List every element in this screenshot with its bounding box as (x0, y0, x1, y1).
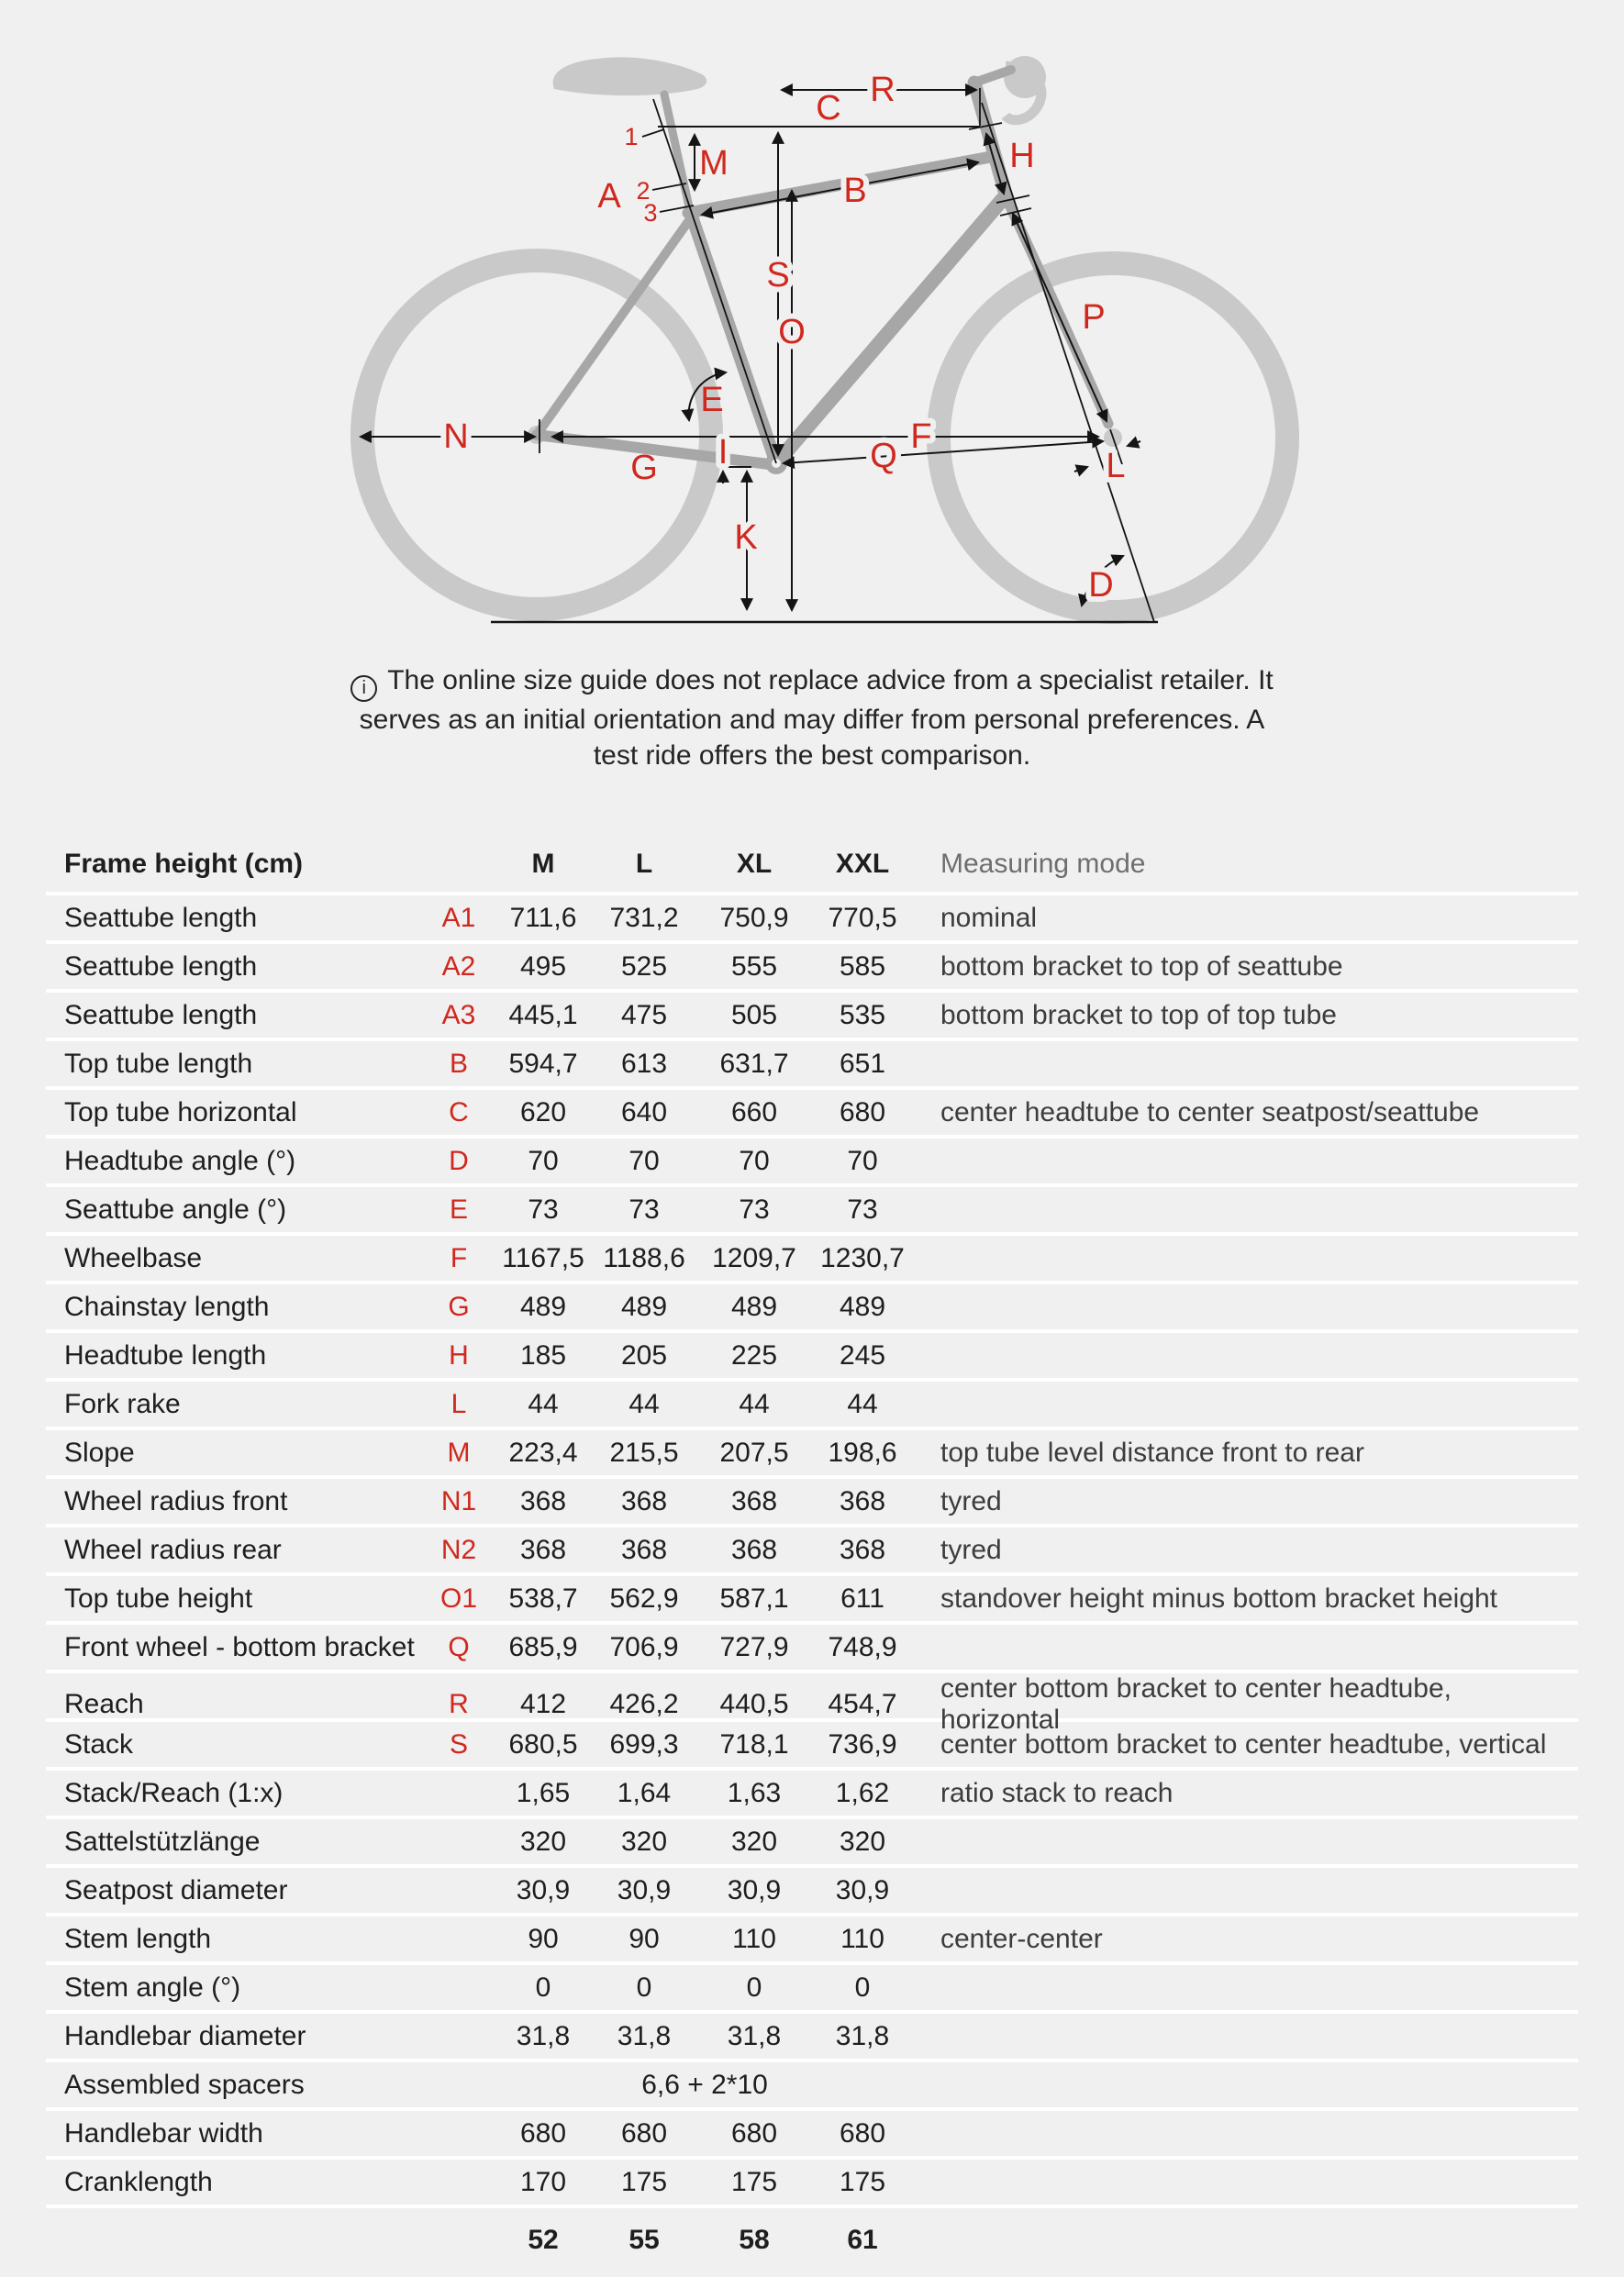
row-label: Handlebar diameter (64, 2020, 306, 2051)
row-value-m: 44 (528, 1388, 559, 1419)
row-value-l: 70 (628, 1145, 660, 1176)
row-label: Headtube length (64, 1339, 267, 1371)
row-measuring-mode: center-center (940, 1923, 1103, 1954)
row-label: Top tube height (64, 1583, 253, 1614)
row-value-m: 31,8 (516, 2020, 571, 2051)
table-row (46, 1183, 1578, 1232)
row-measuring-mode: ratio stack to reach (940, 1777, 1174, 1808)
row-value-m: 445,1 (508, 999, 578, 1030)
row-value-xl: 440,5 (719, 1689, 789, 1719)
dim-label-O: O (778, 313, 806, 351)
dim-label-P: P (1082, 298, 1106, 337)
row-value-xl: 631,7 (719, 1048, 789, 1079)
row-value-m: 0 (535, 1972, 551, 2003)
footer-size-m: 52 (528, 2225, 559, 2255)
dim-label-D: D (1088, 566, 1114, 605)
row-value-l: 562,9 (609, 1583, 679, 1614)
row-measuring-mode: nominal (940, 902, 1038, 933)
table-rows (46, 892, 1578, 2205)
row-label: Front wheel - bottom bracket (64, 1631, 415, 1662)
dim-label-E: E (700, 381, 724, 419)
row-value-xl: 207,5 (719, 1437, 789, 1468)
row-value-xxl: 0 (854, 1972, 871, 2003)
row-code: S (449, 1728, 468, 1760)
table-row (46, 2156, 1578, 2205)
table-row (46, 1961, 1578, 2010)
table-row (46, 1038, 1578, 1086)
row-value-xxl: 736,9 (828, 1728, 897, 1760)
table-row (46, 1281, 1578, 1329)
row-value-xxl: 651 (839, 1048, 886, 1079)
row-value-xl: 368 (730, 1534, 778, 1565)
row-value-xl: 31,8 (727, 2020, 782, 2051)
row-value-xxl: 680 (839, 2117, 886, 2149)
row-measuring-mode: top tube level distance front to rear (940, 1437, 1364, 1468)
row-value-xxl: 1230,7 (820, 1242, 905, 1273)
table-row (46, 1913, 1578, 1961)
table-row (46, 1767, 1578, 1816)
row-value-m: 495 (519, 950, 567, 982)
row-value-xxl: 454,7 (828, 1689, 897, 1719)
row-value-m: 170 (519, 2166, 567, 2197)
table-row (46, 1621, 1578, 1670)
seatpost (664, 94, 690, 211)
row-value-m: 680 (519, 2117, 567, 2149)
row-label: Top tube horizontal (64, 1096, 297, 1127)
steering-axis (982, 103, 1154, 622)
table-row (46, 1427, 1578, 1475)
header-size-xl: XL (736, 849, 773, 879)
row-value-m: 368 (519, 1485, 567, 1516)
row-value-m: 680,5 (508, 1728, 578, 1760)
table-row (46, 1864, 1578, 1913)
row-value-xxl: 770,5 (828, 902, 897, 933)
row-value-xxl: 73 (847, 1194, 878, 1225)
tick-1 (642, 129, 664, 137)
dim-label-C: C (816, 89, 841, 128)
footer-size-xxl: 61 (847, 2225, 878, 2255)
row-value-xl: 73 (739, 1194, 770, 1225)
row-measuring-mode: center headtube to center seatpost/seattube (940, 1096, 1480, 1127)
row-measuring-mode: bottom bracket to top of seattube (940, 950, 1343, 982)
note-line (0, 662, 1624, 702)
dimension-labels (443, 71, 1125, 605)
info-icon: i (350, 675, 377, 702)
row-value-xxl: 368 (839, 1534, 886, 1565)
row-value-l: 699,3 (609, 1728, 679, 1760)
table-row (46, 1135, 1578, 1183)
row-value-xl: 30,9 (727, 1874, 782, 1905)
row-value-xxl: 175 (839, 2166, 886, 2197)
row-label: Stem length (64, 1923, 212, 1954)
table-row (46, 1475, 1578, 1524)
row-value-l: 731,2 (609, 902, 679, 933)
dim-label-3: 3 (643, 199, 658, 227)
table-row (46, 1524, 1578, 1572)
table-row (46, 1378, 1578, 1427)
row-label: Fork rake (64, 1388, 181, 1419)
row-label: Wheel radius rear (64, 1534, 282, 1565)
row-value-xl: 70 (739, 1145, 770, 1176)
row-value-l: 426,2 (609, 1689, 679, 1719)
header-size-m: M (531, 849, 555, 879)
dim-label-K: K (734, 518, 758, 557)
row-value-xl: 660 (730, 1096, 778, 1127)
row-label: Seattube angle (°) (64, 1194, 287, 1225)
row-label: Seattube length (64, 950, 258, 982)
row-code: O1 (439, 1583, 478, 1614)
table-footer-row (46, 2205, 1578, 2272)
geometry-table (46, 837, 1578, 2272)
row-measuring-mode: tyred (940, 1485, 1002, 1516)
row-code: A3 (441, 999, 476, 1030)
row-value-m: 70 (528, 1145, 559, 1176)
row-value-l: 706,9 (609, 1631, 679, 1662)
row-value-m: 685,9 (508, 1631, 578, 1662)
row-value-xxl: 748,9 (828, 1631, 897, 1662)
table-row (46, 2107, 1578, 2156)
dim-label-L: L (1106, 447, 1126, 485)
table-row (46, 892, 1578, 940)
row-measuring-mode: tyred (940, 1534, 1002, 1565)
dim-label-I: I (717, 433, 729, 472)
row-label: Cranklength (64, 2166, 213, 2197)
header-size-xxl: XXL (835, 849, 890, 879)
row-value-l: 613 (620, 1048, 668, 1079)
row-label: Top tube length (64, 1048, 253, 1079)
row-value-m: 594,7 (508, 1048, 578, 1079)
row-value-l: 44 (628, 1388, 660, 1419)
row-value-m: 1,65 (516, 1777, 571, 1808)
table-row (46, 1816, 1578, 1864)
row-value-xl: 1,63 (727, 1777, 782, 1808)
row-value-m: 185 (519, 1339, 567, 1371)
table-row (46, 1670, 1578, 1735)
row-value-l: 525 (620, 950, 668, 982)
row-label: Reach (64, 1689, 144, 1719)
row-value-m: 620 (519, 1096, 567, 1127)
row-value-l: 1,64 (617, 1777, 672, 1808)
row-value-xl: 368 (730, 1485, 778, 1516)
dim-line-B (702, 162, 978, 215)
header-measuring-mode: Measuring mode (940, 849, 1146, 879)
row-value-xxl: 368 (839, 1485, 886, 1516)
row-value-xxl: 680 (839, 1096, 886, 1127)
header-size-l: L (635, 849, 653, 879)
table-row (46, 2010, 1578, 2059)
row-value-l: 1188,6 (603, 1242, 685, 1273)
row-value-m: 30,9 (516, 1874, 571, 1905)
row-value-xl: 727,9 (719, 1631, 789, 1662)
row-value-xxl: 30,9 (835, 1874, 890, 1905)
row-code: G (448, 1291, 470, 1322)
dimension-lines (361, 88, 1158, 622)
row-label: Seattube length (64, 902, 258, 933)
table-row (46, 940, 1578, 989)
note-line: test ride offers the best comparison. (593, 740, 1031, 771)
table-row (46, 1232, 1578, 1281)
table-header-row (46, 837, 1578, 892)
row-value-l: 31,8 (617, 2020, 672, 2051)
row-label: Wheelbase (64, 1242, 203, 1273)
row-value-m: 538,7 (508, 1583, 578, 1614)
row-code: N2 (440, 1534, 477, 1565)
row-value-xxl: 245 (839, 1339, 886, 1371)
saddle (553, 57, 707, 95)
row-value-xl: 175 (730, 2166, 778, 2197)
row-value-xxl: 31,8 (835, 2020, 890, 2051)
row-code: E (449, 1194, 468, 1225)
row-value-m: 1167,5 (502, 1242, 584, 1273)
row-label: Stack/Reach (1:x) (64, 1777, 284, 1808)
row-value-xxl: 110 (840, 1923, 884, 1954)
row-label: Sattelstützlänge (64, 1826, 261, 1857)
table-row (46, 1572, 1578, 1621)
row-value-xxl: 198,6 (828, 1437, 897, 1468)
row-value-m: 90 (528, 1923, 559, 1954)
row-value-xl: 718,1 (719, 1728, 789, 1760)
row-measuring-mode: standover height minus bottom bracket height (940, 1583, 1498, 1614)
dim-label-N: N (443, 417, 469, 456)
row-measuring-mode: center bottom bracket to center headtube, horizontal (940, 1673, 1452, 1735)
row-value-l: 680 (620, 2117, 668, 2149)
row-value-xl: 750,9 (719, 902, 789, 933)
row-code: M (447, 1437, 471, 1468)
row-value-m: 489 (519, 1291, 567, 1322)
row-label: Seattube length (64, 999, 258, 1030)
row-value-m: 711,6 (509, 902, 577, 933)
dim-label-2: 2 (636, 177, 651, 205)
table-row (46, 1329, 1578, 1378)
row-label: Stem angle (°) (64, 1972, 241, 2003)
row-value-xl: 587,1 (719, 1583, 789, 1614)
note-text: The online size guide does not replace advice from a specialist retailer. It (387, 665, 1274, 695)
bike-geometry-diagram (0, 0, 1624, 661)
dim-label-B: B (843, 172, 867, 210)
row-value-l: 0 (636, 1972, 652, 2003)
row-value-xl: 1209,7 (712, 1242, 796, 1273)
table-row (46, 989, 1578, 1038)
dim-label-M: M (699, 144, 729, 183)
row-label: Assembled spacers (64, 2069, 305, 2100)
row-code: A1 (441, 902, 476, 933)
footer-size-xl: 58 (739, 2225, 770, 2255)
row-value-l: 368 (620, 1534, 668, 1565)
row-value-l: 320 (620, 1826, 668, 1857)
row-value-m: 223,4 (508, 1437, 578, 1468)
row-value-xxl: 44 (847, 1388, 878, 1419)
dim-label-G: G (630, 449, 658, 487)
row-code: N1 (440, 1485, 477, 1516)
row-value-l: 205 (620, 1339, 668, 1371)
size-guide-note (0, 662, 1624, 773)
dim-arrow-L-right (1128, 441, 1140, 446)
row-code: F (450, 1242, 468, 1273)
dim-label-1: 1 (624, 123, 639, 150)
row-value-xl: 489 (730, 1291, 778, 1322)
table-row (46, 1086, 1578, 1135)
row-code: B (449, 1048, 468, 1079)
row-code: A2 (441, 950, 476, 982)
row-code: D (449, 1145, 469, 1176)
row-label: Handlebar width (64, 2117, 263, 2149)
row-value-xxl: 320 (839, 1826, 886, 1857)
row-code: L (450, 1388, 467, 1419)
row-value-xl: 680 (730, 2117, 778, 2149)
dim-label-S: S (766, 256, 790, 294)
row-value-xl: 225 (730, 1339, 778, 1371)
row-value-xxl: 585 (839, 950, 886, 982)
row-label: Headtube angle (°) (64, 1145, 296, 1176)
row-measuring-mode: center bottom bracket to center headtube, vertical (940, 1728, 1547, 1760)
dim-label-Q: Q (870, 437, 897, 475)
header-frame-height: Frame height (cm) (64, 849, 304, 879)
dim-arrow-L-left (1074, 467, 1087, 472)
row-value-l: 175 (620, 2166, 668, 2197)
row-code: H (449, 1339, 469, 1371)
row-label: Seatpost diameter (64, 1874, 288, 1905)
row-value-m: 412 (519, 1689, 567, 1719)
row-code: C (449, 1096, 469, 1127)
row-value-l: 215,5 (609, 1437, 679, 1468)
row-code: R (449, 1689, 469, 1719)
row-value-l: 30,9 (617, 1874, 672, 1905)
row-value-m: 320 (519, 1826, 567, 1857)
table-row (46, 2059, 1578, 2107)
row-label: Slope (64, 1437, 135, 1468)
row-label: Chainstay length (64, 1291, 270, 1322)
row-value-xxl: 611 (840, 1583, 884, 1614)
row-value-l: 73 (628, 1194, 660, 1225)
row-value-l: 90 (628, 1923, 660, 1954)
top-tube (688, 157, 991, 213)
footer-size-l: 55 (628, 2225, 660, 2255)
row-value-l: 368 (620, 1485, 668, 1516)
row-value-xxl: 535 (839, 999, 886, 1030)
row-value-xl: 44 (739, 1388, 770, 1419)
row-value-m: 73 (528, 1194, 559, 1225)
row-value-m: 368 (519, 1534, 567, 1565)
dim-label-F: F (910, 417, 932, 456)
row-value-l: 475 (620, 999, 668, 1030)
dim-label-A: A (597, 177, 621, 216)
row-value-xl: 555 (730, 950, 778, 982)
row-value-xxl: 1,62 (835, 1777, 890, 1808)
row-code: Q (448, 1631, 470, 1662)
row-label: Wheel radius front (64, 1485, 288, 1516)
row-value-xl: 505 (730, 999, 778, 1030)
row-value-xl: 320 (730, 1826, 778, 1857)
dim-label-H: H (1009, 137, 1035, 175)
row-value-l: 489 (620, 1291, 668, 1322)
dim-label-R: R (870, 71, 895, 109)
row-value-xxl: 489 (839, 1291, 886, 1322)
row-value-xl: 110 (732, 1923, 776, 1954)
row-span-value: 6,6 + 2*10 (641, 2069, 768, 2100)
row-value-xl: 0 (746, 1972, 762, 2003)
note-line: serves as an initial orientation and may differ from personal preferences. A (359, 705, 1265, 735)
row-value-l: 640 (620, 1096, 668, 1127)
row-measuring-mode: bottom bracket to top of top tube (940, 999, 1337, 1030)
row-value-xxl: 70 (847, 1145, 878, 1176)
row-label: Stack (64, 1728, 134, 1760)
